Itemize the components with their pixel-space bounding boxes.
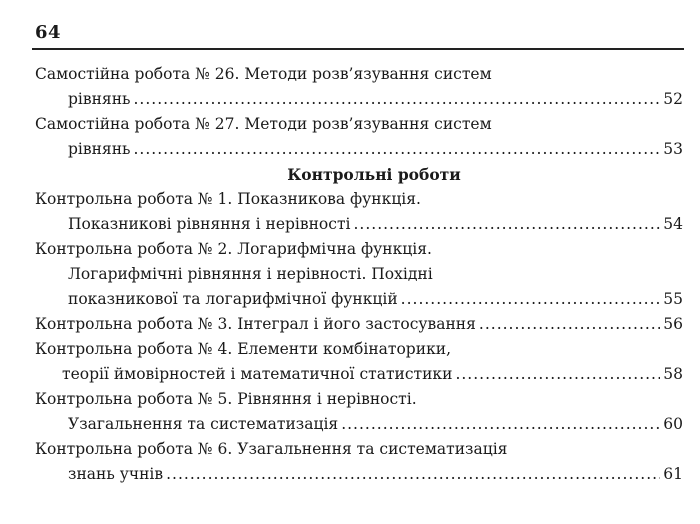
toc-entry-last-line: рівнянь ..... 53 <box>35 137 683 162</box>
dot-leader <box>341 412 660 437</box>
table-of-contents <box>35 62 683 487</box>
toc-entry-last-line: показникової та логарифмічної функцій ..... 55 <box>35 287 683 312</box>
toc-entry <box>35 387 683 437</box>
toc-page-number: 53 <box>663 140 683 158</box>
toc-entry-last-line: Контрольна робота № 3. Інтеграл і його застосування ..... 56 <box>35 312 683 337</box>
toc-entry-last-line: знань учнів ..... 61 <box>35 462 683 487</box>
toc-entry <box>35 112 683 162</box>
dot-leader <box>455 362 660 387</box>
dot-leader <box>353 212 660 237</box>
toc-page-number: 56 <box>663 315 683 333</box>
toc-page-number: 58 <box>663 365 683 383</box>
toc-page-number: 60 <box>663 415 683 433</box>
toc-entry <box>35 187 683 237</box>
toc-entry-title-line: Самостійна робота № 27. Методи розв’язування систем <box>35 115 492 133</box>
toc-entry <box>35 237 683 312</box>
section-heading: Контрольні роботи <box>287 165 461 184</box>
toc-page-number: 52 <box>663 90 683 108</box>
toc-entry-title-line: Контрольна робота № 1. Показникова функція. <box>35 190 421 208</box>
page-number: 64 <box>35 22 62 43</box>
toc-page-number: 55 <box>663 290 683 308</box>
toc-entry <box>35 312 683 337</box>
dot-leader <box>479 312 660 337</box>
toc-entry-title-line: Контрольна робота № 6. Узагальнення та систематизація <box>35 440 508 458</box>
header-rule <box>32 48 684 50</box>
dot-leader <box>133 87 660 112</box>
toc-entry-last-line: рівнянь ..... 52 <box>35 87 683 112</box>
toc-entry-middle-line: Логарифмічні рівняння і нерівності. Похідні <box>68 265 433 283</box>
toc-page-number: 61 <box>663 465 683 483</box>
toc-entry <box>35 437 683 487</box>
toc-entry-last-line: Показникові рівняння і нерівності ..... 54 <box>35 212 683 237</box>
toc-entry-title-line: Контрольна робота № 4. Елементи комбінаторики, <box>35 340 452 358</box>
toc-entry-last-line: теорії ймовірностей і математичної статистики ..... 58 <box>35 362 683 387</box>
dot-leader <box>166 462 660 487</box>
toc-entry-title-line: Самостійна робота № 26. Методи розв’язування систем <box>35 65 492 83</box>
toc-entry-title-line: Контрольна робота № 5. Рівняння і нерівності. <box>35 390 417 408</box>
toc-entry <box>35 337 683 387</box>
dot-leader <box>401 287 661 312</box>
toc-page-number: 54 <box>663 215 683 233</box>
toc-entry-title-line: Контрольна робота № 2. Логарифмічна функція. <box>35 240 432 258</box>
dot-leader <box>133 137 660 162</box>
toc-entry <box>35 62 683 112</box>
toc-entry-last-line: Узагальнення та систематизація ..... 60 <box>35 412 683 437</box>
